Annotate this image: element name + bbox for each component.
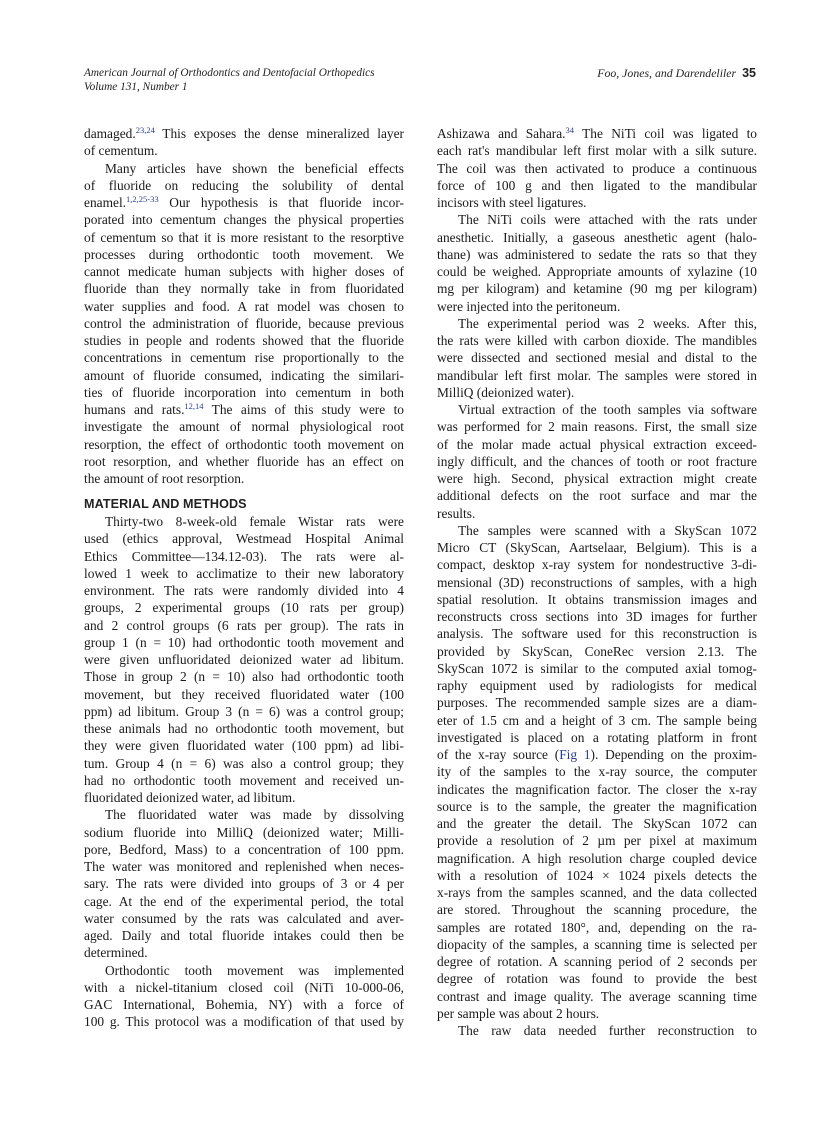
right-column — [437, 125, 757, 1039]
text-line: group 1 (n = 10) had orthodontic tooth movement and — [84, 634, 404, 650]
text-line: degree of rotation. A scanning period of 2 seconds per — [437, 954, 757, 969]
text-line: GAC International, Bohemia, NY) with a force of — [84, 997, 404, 1013]
text-line: each rat's mandibular left first molar with a silk suture. — [437, 143, 757, 159]
text-line: of cementum. — [84, 143, 158, 159]
text-line: damaged.$^{23,24}$ This exposes the dense mineralized layer — [84, 125, 404, 141]
text-line: lowed 1 week to acclimatize to their new laboratory — [84, 565, 404, 581]
text-line: Ashizawa and Sahara.$^{34}$ The NiTi coil was ligated to — [437, 125, 758, 141]
text-line: of cementum so that it is more resistant to the resorptive — [84, 229, 404, 245]
text-line: environment. The rats were randomly divided into 4 — [84, 583, 404, 599]
text-line: root resorption, and whether fluoride has an effect on — [84, 453, 404, 469]
text-line: indicates the magnification factor. The closer the x-ray — [437, 781, 757, 797]
paragraph — [437, 211, 757, 315]
text-line: of fluoride on reducing the solubility of dental — [84, 177, 404, 193]
section-heading-material-and-methods: MATERIAL AND METHODS — [84, 496, 247, 511]
paragraph — [437, 125, 757, 211]
citation-superscript[interactable]: 23,24 — [135, 125, 155, 135]
text-line: enamel.$^{1,2,25-33}$ Our hypothesis is that fluoride incor- — [84, 194, 404, 210]
text-line: spatial resolution. It obtains transmission images and — [437, 591, 757, 607]
text-line: of the molar made actual physical extraction exceed- — [437, 436, 757, 452]
text-line: with a nickel-titanium closed coil (NiTi 10-000-06, — [84, 979, 404, 995]
text-line: resorption, the effect of orthodontic tooth movement on — [84, 436, 404, 452]
paragraph — [84, 125, 404, 160]
text-line: x-rays from the samples scanned, and the data collected — [437, 885, 757, 900]
text-line: Micro CT (SkyScan, Aartselaar, Belgium). This is a — [437, 540, 757, 555]
text-line: sary. The rats were divided into groups of 3 or 4 per — [84, 876, 404, 892]
text-line: were injected into the peritoneum. — [437, 298, 621, 314]
text-line: processes during orthodontic tooth movement. We — [84, 246, 404, 262]
citation-superscript[interactable]: 12,14 — [184, 401, 204, 411]
text-line: pore, Bedford, Mass) to a concentration of 100 ppm. — [84, 841, 404, 857]
citation-superscript[interactable]: 34 — [565, 125, 575, 135]
text-line: tum. Group 4 (n = 6) was also a control group; they — [84, 755, 404, 771]
text-line: SkyScan 1072 is similar to the computed axial tomog- — [437, 660, 757, 676]
text-line: were given unfluoridated deionized water ad libitum. — [84, 652, 404, 668]
text-line: provide a resolution of 2 µm per pixel at maximum — [437, 833, 757, 849]
text-line: was performed for 2 main reasons. First, the small size — [437, 419, 757, 435]
citation-superscript[interactable]: 1,2,25-33 — [126, 194, 159, 204]
text-line: groups, 2 experimental groups (10 rats per group) — [84, 600, 404, 616]
text-line: were high. Second, physical extraction might create — [437, 471, 757, 486]
text-line: The fluoridated water was made by dissolving — [105, 807, 404, 823]
text-line: Orthodontic tooth movement was implemented — [105, 962, 404, 978]
running-header-right — [597, 66, 756, 80]
text-line: The samples were scanned with a SkyScan 1072 — [458, 522, 757, 538]
figure-reference-link[interactable]: Fig 1 — [559, 747, 591, 762]
text-line: the rats were killed with carbon dioxide. The mandibles — [437, 333, 757, 348]
text-line: samples are rotated 180°, and, depending on the ra- — [437, 919, 757, 935]
paragraph — [84, 962, 404, 1031]
text-line: Thirty-two 8-week-old female Wistar rats were — [105, 514, 404, 530]
text-line: purposes. The recommended sample sizes are a diam- — [437, 695, 757, 711]
text-line: ppm) ad libitum. Group 3 (n = 6) was a control group; — [84, 703, 404, 719]
text-line: control the administration of fluoride, because previous — [84, 315, 404, 331]
text-line: The coil was then activated to produce a continuous — [437, 160, 757, 176]
paragraph — [437, 522, 757, 1022]
text-line: investigated is placed on a rotating platform in front — [437, 729, 757, 745]
text-line: fluoridated deionized water, ad libitum. — [84, 790, 296, 806]
left-column — [84, 125, 404, 1031]
text-line: ingly difficult, and the chances of tooth or root fracture — [437, 453, 757, 469]
text-line: source is to the sample, the greater the magnification — [437, 798, 757, 814]
text-line: were dissected and sectioned mesial and distal to the — [437, 350, 757, 366]
text-line: cage. At the end of the experimental period, the total — [84, 893, 404, 909]
text-line: compact, desktop x-ray system for nondestructive 3-di- — [437, 557, 757, 573]
text-line: The experimental period was 2 weeks. After this, — [458, 315, 757, 331]
text-line: and 2 control groups (6 rats per group). The rats in — [84, 617, 404, 633]
text-line: MilliQ (deionized water). — [437, 384, 575, 400]
text-line: they were given fluoridated water (100 ppm) ad libi- — [84, 738, 404, 754]
text-line: incisors with steel ligatures. — [437, 195, 587, 210]
text-line: sodium fluoride into MilliQ (deionized water; Milli- — [84, 824, 404, 840]
text-line: used (ethics approval, Westmead Hospital Animal — [84, 531, 404, 547]
paragraph — [437, 1022, 757, 1039]
text-line: fluoride than they normally take in from fluoridated — [84, 281, 404, 297]
text-line: diopacity of the samples, a scanning time is selected per — [437, 936, 757, 952]
text-line: The NiTi coils were attached with the rats under — [458, 212, 757, 228]
text-line: reconstructs cross sections into 3D images for further — [437, 609, 757, 624]
text-line: the amount of root resorption. — [84, 471, 245, 486]
text-line: water consumed by the rats was calculated and aver- — [84, 910, 404, 926]
text-line: mandibular left first molar. The samples were stored in — [437, 367, 757, 383]
text-line: degree of rotation was found to provide the best — [437, 971, 757, 987]
text-line: could be weighed. Appropriate amounts of xylazine (10 — [437, 264, 757, 279]
text-line: per sample was about 2 hours. — [437, 1005, 600, 1021]
page-number: 35 — [742, 66, 756, 80]
text-line: anesthetic. Initially, a gaseous anesthetic agent (halo- — [437, 229, 757, 245]
text-line: The raw data needed further reconstruction to — [458, 1023, 757, 1038]
text-line: mensional (3D) reconstructions of samples, with a high — [437, 574, 757, 590]
text-line: aged. Daily and total fluoride intakes could then be — [84, 928, 404, 944]
text-line: these animals had no orthodontic tooth movement, but — [84, 721, 404, 737]
text-line: force of 100 g and then ligated to the mandibular — [437, 177, 757, 193]
authors: Foo, Jones, and Darendeliler — [597, 66, 737, 80]
text-line: are stored. Throughout the scanning procedure, the — [437, 902, 757, 918]
text-line: studies in people and rodents showed that the fluoride — [84, 333, 404, 348]
text-line: had no orthodontic tooth movement and received un- — [84, 772, 404, 788]
text-line: and the greater the detail. The SkyScan 1072 can — [437, 816, 757, 831]
text-line: concentrations in cementum rise proportionally to the — [84, 350, 404, 366]
paragraph — [437, 401, 757, 522]
volume-issue: Volume 131, Number 1 — [84, 81, 188, 93]
paragraph — [84, 160, 404, 488]
text-line: raphy equipment used by radiologists for medical — [437, 678, 757, 693]
text-line: contrast and image quality. The average scanning time — [437, 988, 757, 1004]
text-line: results. — [437, 505, 476, 521]
text-line: investigate the amount of normal physiological root — [84, 419, 404, 435]
paragraph — [84, 806, 404, 961]
running-header-left — [84, 66, 375, 94]
text-line: ties of fluoride incorporation into cementum in both — [84, 384, 404, 400]
text-line: ity of the samples to the x-ray source, the computer — [437, 764, 757, 780]
text-line: determined. — [84, 945, 148, 961]
text-line: magnification. A high resolution charge coupled device — [437, 850, 757, 866]
paragraph — [437, 315, 757, 401]
paragraph — [84, 513, 404, 806]
text-line: porated into cementum changes the physical properties — [84, 212, 404, 228]
text-line: water supplies and food. A rat model was chosen to — [84, 298, 404, 314]
text-line: of the x-ray source (Fig 1). Depending on the proxim- — [437, 747, 758, 762]
text-line: provided by SkyScan, ConeRec version 2.13. The — [437, 643, 757, 659]
journal-title: American Journal of Orthodontics and Dentofacial Orthopedics — [84, 67, 375, 79]
text-line: with a resolution of 1024 × 1024 pixels detects the — [437, 867, 757, 883]
text-line: mg per kilogram) and ketamine (90 mg per kilogram) — [437, 281, 757, 297]
text-line: Many articles have shown the beneficial effects — [105, 160, 404, 176]
text-line: eter of 1.5 cm and a height of 3 cm. The sample being — [437, 712, 757, 728]
text-line: Virtual extraction of the tooth samples via software — [458, 402, 757, 417]
text-line: thane) was administered to sedate the rats so that they — [437, 246, 757, 262]
text-line: Those in group 2 (n = 10) also had orthodontic tooth — [84, 669, 404, 685]
text-line: humans and rats.$^{12,14}$ The aims of this study were to — [84, 401, 404, 417]
text-line: 100 g. This protocol was a modification of that used by — [84, 1014, 404, 1030]
text-line: analysis. The software used for this reconstruction is — [437, 626, 757, 642]
text-line: additional defects on the root surface and mar the — [437, 488, 757, 504]
text-line: movement, but they received fluoridated water (100 — [84, 686, 404, 702]
text-line: amount of fluoride consumed, indicating the similari- — [84, 367, 404, 383]
text-line: The water was monitored and replenished when neces- — [84, 859, 404, 875]
text-line: cannot medicate human subjects with higher doses of — [84, 264, 404, 279]
text-line: Ethics Committee—134.12-03). The rats were al- — [84, 548, 404, 564]
